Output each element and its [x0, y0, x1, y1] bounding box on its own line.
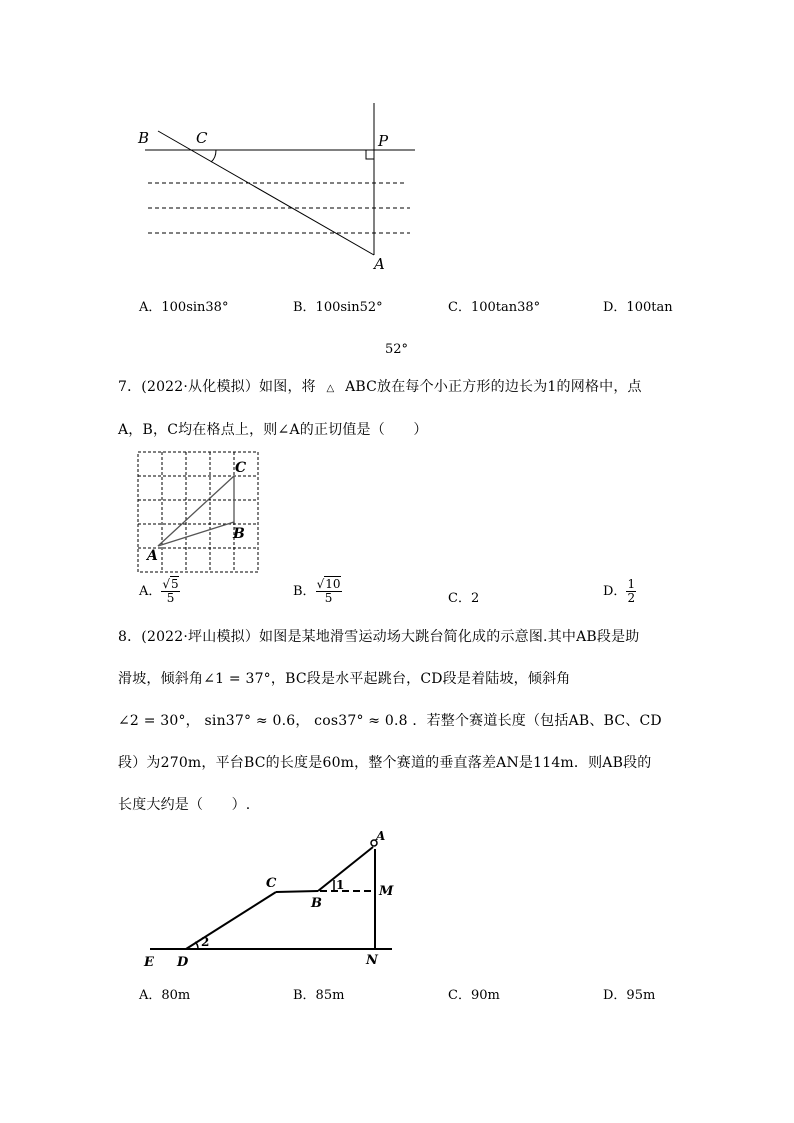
q6-option-c[interactable]: C．100tan38° [448, 300, 541, 315]
q7-option-b-prefix: B． [293, 584, 316, 599]
q7-option-c[interactable]: C．2 [448, 591, 480, 606]
grid-label-a: A [147, 548, 158, 564]
sqrt-sign: √ [316, 577, 325, 591]
figure-ski-jump [138, 825, 400, 970]
q6-option-a[interactable]: A．100sin38° [139, 300, 229, 315]
triangle-abc [158, 476, 234, 546]
q7-b-numerator: 10 [325, 577, 341, 591]
q8-stem-line4: 段）为270m，平台BC的长度是60m，整个赛道的垂直落差AN是114m．则AB段的 [118, 755, 652, 771]
ski-label-d: D [177, 955, 189, 970]
fraction-1-over-2 [626, 578, 636, 605]
label-p: P [378, 132, 389, 150]
q6-option-d[interactable]: D．100tan [603, 300, 673, 315]
label-b: B [138, 129, 150, 147]
q7-d-denominator: 2 [627, 591, 636, 605]
triangle-symbol: △ [326, 383, 335, 394]
q7-a-denominator: 5 [166, 591, 175, 605]
q7-stem-pre: 7．(2022·从化模拟）如图，将 [118, 379, 316, 395]
ski-label-b: B [311, 896, 322, 911]
figure-grid-triangle [132, 447, 264, 575]
q7-stem-post: ABC放在每个小正方形的边长为1的网格中，点 [345, 379, 642, 395]
angle-arc-c [211, 150, 216, 162]
q8-stem-line3: ∠2 = 30°， sin37° ≈ 0.6， cos37° ≈ 0.8 ．若整个赛道长度（包括AB、BC、CD [118, 713, 662, 729]
platform-cb [276, 891, 318, 892]
q8-option-a[interactable]: A．80m [139, 988, 191, 1003]
q6-option-d-continuation: 52° [385, 342, 409, 357]
ski-label-m: M [379, 884, 394, 899]
q8-option-b[interactable]: B．85m [293, 988, 345, 1003]
q7-d-numerator: 1 [627, 577, 636, 591]
q7-option-a-prefix: A． [139, 584, 162, 599]
ski-label-angle2: 2 [201, 935, 210, 949]
q7-b-denominator: 5 [324, 591, 333, 605]
ski-label-angle1: 1 [336, 878, 345, 892]
q7-a-numerator: 5 [171, 577, 179, 591]
figure-river-crossing [130, 100, 430, 275]
q8-option-d[interactable]: D．95m [603, 988, 656, 1003]
q8-stem-line1: 8．(2022·坪山模拟）如图是某地滑雪运动场大跳台简化成的示意图.其中AB段是助 [118, 629, 640, 645]
ski-label-n: N [366, 953, 378, 968]
label-a: A [374, 255, 385, 273]
landing-slope-dc [186, 892, 276, 949]
right-angle-mark [366, 150, 374, 159]
label-c: C [196, 129, 208, 147]
grid-label-b: B [233, 526, 245, 542]
q8-option-c[interactable]: C．90m [448, 988, 500, 1003]
q8-stem-line5: 长度大约是（ ）. [118, 797, 251, 813]
q8-stem-line2: 滑坡，倾斜角∠1 = 37°，BC段是水平起跳台，CD段是着陆坡，倾斜角 [118, 671, 571, 687]
q7-stem-line2: A，B，C均在格点上，则∠A的正切值是（ ） [118, 422, 428, 438]
q7-option-d-prefix: D． [603, 584, 627, 599]
q6-option-b[interactable]: B．100sin52° [293, 300, 383, 315]
ski-label-a: A [376, 829, 386, 843]
sqrt-sign: √ [162, 577, 171, 591]
grid-label-c: C [235, 460, 247, 476]
q7-option-b[interactable] [293, 578, 342, 605]
ski-label-c: C [266, 876, 277, 891]
ski-label-e: E [144, 955, 154, 970]
q7-option-a[interactable] [139, 578, 180, 605]
fraction-sqrt10-over-5 [316, 578, 342, 605]
angle-2-arc [195, 942, 198, 949]
ramp-ba [318, 847, 373, 891]
q7-option-d[interactable] [603, 578, 636, 605]
q7-stem-line1 [118, 376, 642, 396]
fraction-sqrt5-over-5 [161, 578, 179, 605]
